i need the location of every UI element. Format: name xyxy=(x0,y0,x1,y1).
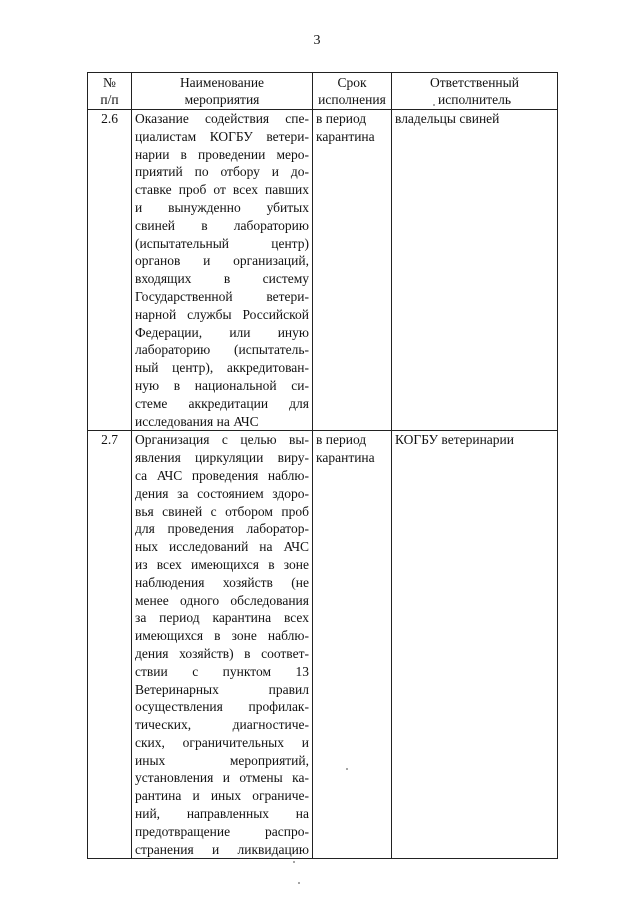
description-line: ную в национальной си- xyxy=(135,377,309,393)
description-line: предотвращение распро- xyxy=(135,823,309,839)
header-number xyxy=(88,73,132,110)
header-term xyxy=(313,73,392,110)
description-line: циалистам КОГБУ ветери- xyxy=(135,128,309,144)
description-line: входящих в систему xyxy=(135,271,309,287)
description-line: нарной службы Российской xyxy=(135,306,309,322)
description-line: установления и отмены ка- xyxy=(135,770,309,786)
description-line: ских, ограничительных и xyxy=(135,734,309,750)
description-line: менее одного обследования xyxy=(135,592,309,608)
description-line: Государственной ветери- xyxy=(135,288,309,304)
row-term-line: карантина xyxy=(316,128,375,144)
description-line: Ветеринарных правил xyxy=(135,681,309,697)
header-term-line1: Срок xyxy=(337,75,367,90)
row-number: 2.6 xyxy=(88,110,132,431)
description-line: ных исследований на АЧС xyxy=(135,539,309,555)
row-term xyxy=(313,110,392,431)
row-term-line: карантина xyxy=(316,450,375,466)
description-line: ставке проб от всех павших xyxy=(135,182,309,198)
header-name-line2: мероприятия xyxy=(184,92,260,107)
description-line: Федерации, или иную xyxy=(135,324,309,340)
row-responsible: владельцы свиней xyxy=(392,110,558,431)
row-description xyxy=(132,431,313,859)
description-line: са АЧС проведения наблю- xyxy=(135,467,309,483)
description-line: нарии в проведении меро- xyxy=(135,146,309,162)
description-line: странения и ликвидацию xyxy=(135,841,309,857)
description-line: Организация с целью вы- xyxy=(135,432,309,448)
description-line: рантина и иных ограниче- xyxy=(135,788,309,804)
description-line: (испытательный центр) xyxy=(135,235,309,251)
description-line: свиней в лабораторию xyxy=(135,217,309,233)
description-line: ный центр), аккредитован- xyxy=(135,360,309,376)
header-name-line1: Наименование xyxy=(179,75,265,90)
header-number-line2: п/п xyxy=(100,92,119,107)
description-line: лабораторию (испытатель- xyxy=(135,342,309,358)
scan-speck xyxy=(298,882,300,884)
table-header-row xyxy=(88,73,558,110)
table-row xyxy=(88,110,558,431)
description-line: наблюдения хозяйств (не xyxy=(135,574,309,590)
description-line: и вынужденно убитых xyxy=(135,199,309,215)
description-line: за период карантина всех xyxy=(135,610,309,626)
description-line: иных мероприятий, xyxy=(135,752,309,768)
description-line: Оказание содействия спе- xyxy=(135,111,309,126)
scan-speck xyxy=(293,861,295,863)
header-responsible xyxy=(392,73,558,110)
description-line: из всех имеющихся в зоне xyxy=(135,556,309,572)
table-row xyxy=(88,431,558,859)
row-number: 2.7 xyxy=(88,431,132,859)
description-line: стеме аккредитации для xyxy=(135,395,309,411)
scan-speck xyxy=(433,104,435,106)
row-term-line: в период xyxy=(316,432,367,448)
header-name xyxy=(132,73,313,110)
description-line: приятий по отбору и до- xyxy=(135,164,309,180)
row-term-line: в период xyxy=(316,111,367,126)
description-line: вья свиней с отбором проб xyxy=(135,503,309,519)
description-line: явления циркуляции виру- xyxy=(135,450,309,466)
scan-speck xyxy=(346,768,348,770)
description-line: ний, направленных на xyxy=(135,806,309,822)
page-number: 3 xyxy=(313,33,321,48)
row-term xyxy=(313,431,392,859)
description-line: имеющихся в зоне наблю- xyxy=(135,628,309,644)
row-description xyxy=(132,110,313,431)
header-responsible-line2: исполнитель xyxy=(438,92,511,107)
description-line: органов и организаций, xyxy=(135,253,309,269)
header-number-line1: № xyxy=(103,75,116,90)
activities-table xyxy=(87,72,558,859)
description-line: дения хозяйств) в соответ- xyxy=(135,645,309,661)
description-line: тических, диагностиче- xyxy=(135,717,309,733)
description-line: ствии с пунктом 13 xyxy=(135,663,309,679)
description-line: для проведения лаборатор- xyxy=(135,521,309,537)
description-line: осуществления профилак- xyxy=(135,699,309,715)
row-responsible: КОГБУ ветеринарии xyxy=(392,431,558,859)
description-line: исследования на АЧС xyxy=(135,413,259,429)
description-line: дения за состоянием здоро- xyxy=(135,485,309,501)
header-responsible-line1: Ответственный xyxy=(430,75,519,90)
header-term-line2: исполнения xyxy=(318,92,386,107)
